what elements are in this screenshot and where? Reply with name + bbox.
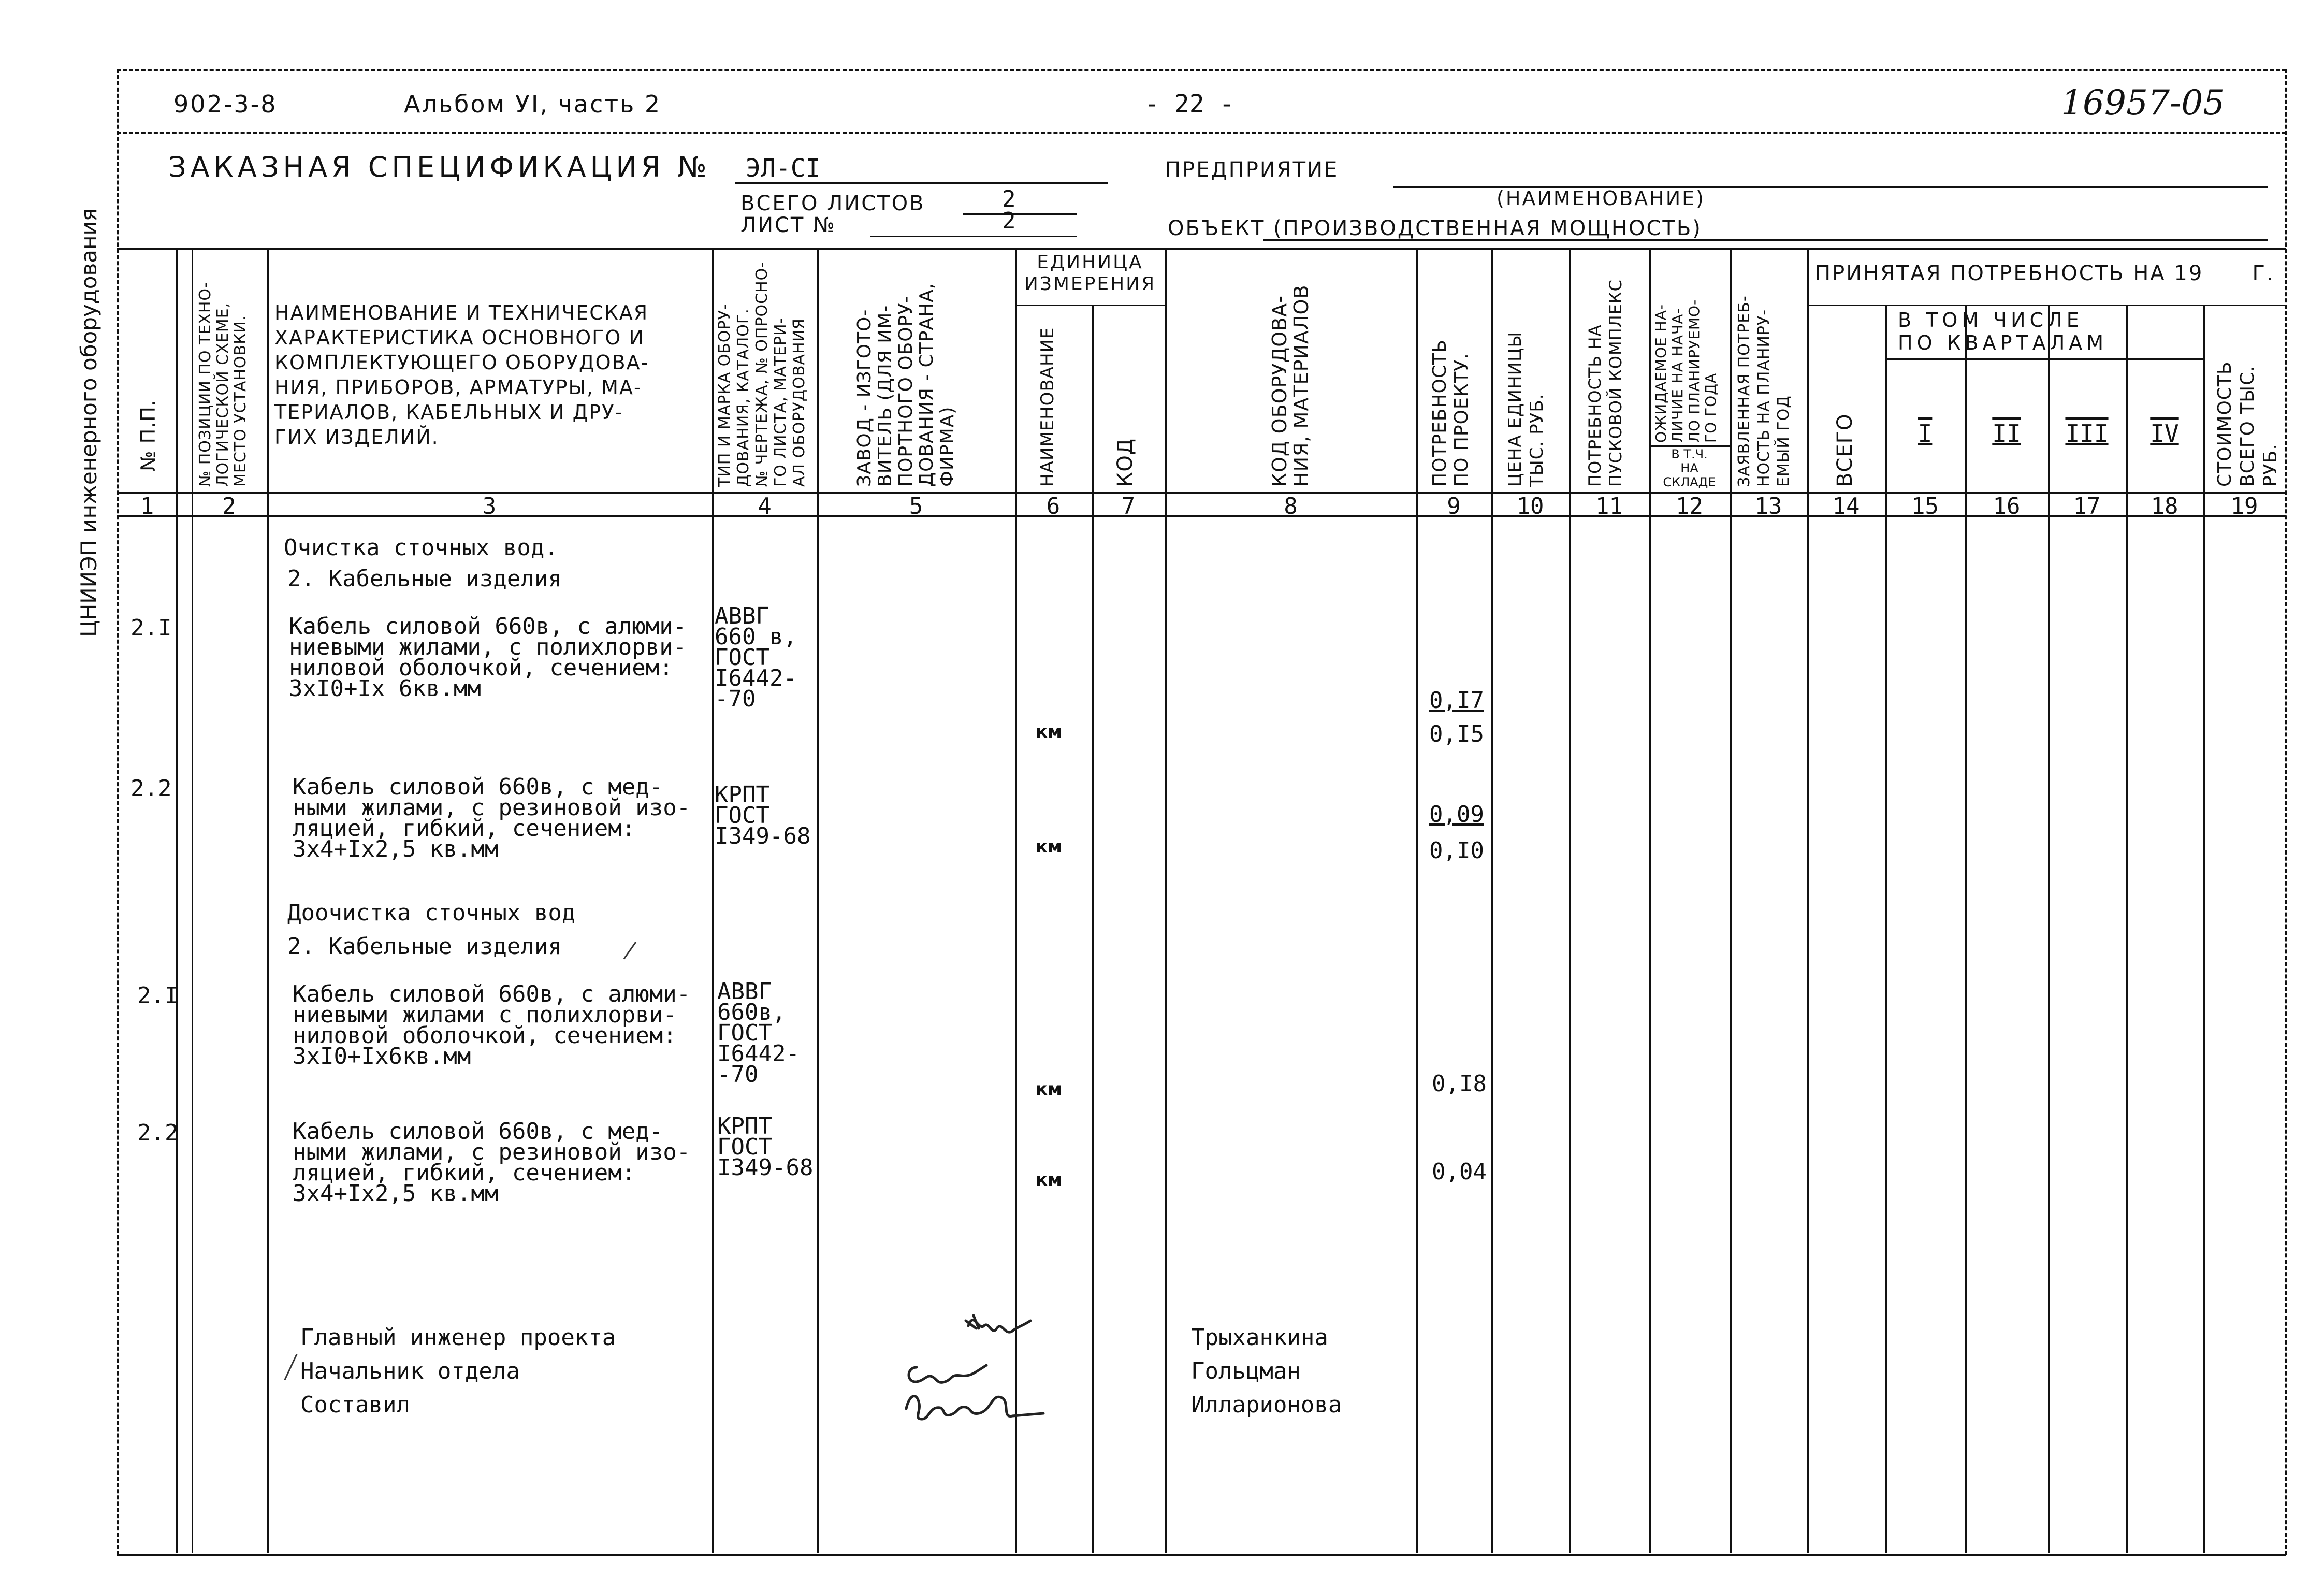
signature-title-chief-engineer: Главный инженер проекта: [300, 1324, 616, 1351]
col-number: 19: [2230, 493, 2258, 519]
col-number: 13: [1754, 493, 1782, 519]
col-header-1: № П.П.: [137, 399, 159, 471]
section-subtitle: 2. Кабельные изделия: [287, 933, 562, 960]
row-description: Кабель силовой 660в, с мед- ными жилами, с резиновой изо- ляцией, гибкий, сечением: 3х4+Iх2,5 кв.мм: [293, 1118, 691, 1207]
col-header-12a: ОЖИДАЕМОЕ НА- ЛИЧИЕ НА НАЧА- ЛО ПЛАНИРУЕМО- ГО ГОДА: [1652, 299, 1719, 443]
row-quantity: 0,I8: [1432, 1071, 1487, 1097]
row-position: 2.2: [137, 1120, 179, 1146]
row-quantity-secondary: 0,I0: [1429, 837, 1484, 864]
row-description: Кабель силовой 660в, с алюми- ниевыми жилами с полихлорви- ниловой оболочкой, сечением: 3хI0+Iх6кв.мм: [293, 981, 691, 1069]
pen-mark: [623, 942, 636, 959]
section-title: Очистка сточных вод.: [284, 534, 558, 561]
quarter-4: IV: [2150, 420, 2179, 447]
frame-top: [117, 69, 2286, 71]
total-sheets-label: ВСЕГО ЛИСТОВ: [740, 192, 925, 215]
total-sheets-line: [963, 213, 1077, 215]
col-number: 10: [1516, 493, 1544, 519]
col-number: 9: [1447, 493, 1461, 519]
quarter-1: I: [1918, 420, 1933, 447]
col-header-2: № ПОЗИЦИИ ПО ТЕХНО- ЛОГИЧЕСКОЙ СХЕМЕ, МЕСТО УСТАНОВКИ.: [196, 282, 250, 487]
signature-name-2: Гольцман: [1191, 1358, 1301, 1384]
col-header-19: СТОИМОСТЬ ВСЕГО ТЫС. РУБ.: [2214, 361, 2281, 487]
row-type: АВВГ 660в, ГОСТ I6442- -70: [717, 978, 800, 1088]
col-header-11: ПОТРЕБНОСТЬ НА ПУСКОВОЙ КОМПЛЕКС: [1585, 279, 1625, 487]
row-position: 2.I: [130, 615, 172, 641]
col-number: 4: [758, 493, 772, 519]
col-line: [1807, 248, 1809, 1553]
col-line: [176, 248, 178, 1553]
object-line: [1263, 239, 2268, 241]
row-description: Кабель силовой 660в, с мед- ными жилами, с резиновой изо- ляцией, гибкий, сечением: 3х4+Iх2,5 кв.мм: [293, 774, 691, 862]
unit-group-line: [1015, 305, 1165, 306]
quarters-line: [1885, 358, 2203, 360]
col-line: [1491, 248, 1493, 1553]
row-type: КРПТ ГОСТ I349-68: [717, 1113, 814, 1181]
sheet-label: ЛИСТ №: [740, 213, 836, 237]
row-position: 2.2: [130, 775, 172, 802]
col-header-14: ВСЕГО: [1833, 413, 1857, 487]
document-number: 16957-05: [2061, 83, 2225, 123]
quarters-caption: В ТОМ ЧИСЛЕ ПО КВАРТАЛАМ: [1898, 309, 2108, 354]
col-header-5: ЗАВОД - ИЗГОТО- ВИТЕЛЬ (ДЛЯ ИМ- ПОРТНОГО ОБОРУ- ДОВАНИЯ - СТРАНА, ФИРМА): [854, 282, 958, 487]
col-line: [1649, 248, 1651, 1553]
handwritten-signatures: [896, 1305, 1134, 1445]
row-unit: км: [1036, 1169, 1062, 1190]
col-line: [267, 248, 269, 1553]
col-line: [817, 248, 819, 1553]
signature-name-3: Илларионова: [1191, 1392, 1342, 1418]
enterprise-caption: (НАИМЕНОВАНИЕ): [1497, 187, 1705, 210]
col-number: 7: [1121, 493, 1136, 519]
accepted-line: [1807, 305, 2286, 306]
pen-mark: [284, 1354, 298, 1380]
row-unit: км: [1036, 1079, 1062, 1100]
col-number: 18: [2151, 493, 2178, 519]
spec-number: ЭЛ-СI: [746, 154, 821, 183]
row-type: КРПТ ГОСТ I349-68: [715, 782, 811, 849]
sheet-value: 2: [1002, 208, 1016, 234]
quarter-3: III: [2065, 420, 2109, 447]
header-divider: [117, 132, 2286, 134]
frame-left: [117, 69, 119, 1555]
col-number: 8: [1284, 493, 1298, 519]
enterprise-label: ПРЕДПРИЯТИЕ: [1165, 158, 1339, 182]
unit-group-header: ЕДИНИЦА ИЗМЕРЕНИЯ: [1024, 252, 1156, 295]
col-number: 6: [1046, 493, 1061, 519]
col-number: 14: [1832, 493, 1860, 519]
frame-right: [2285, 69, 2287, 1555]
col-header-8: КОД ОБОРУДОВА- НИЯ, МАТЕРИАЛОВ: [1268, 284, 1313, 487]
col-number: 1: [140, 493, 154, 519]
col-line: [1416, 248, 1418, 1553]
page-number: - 22 -: [1144, 90, 1234, 119]
form-title: ЗАКАЗНАЯ СПЕЦИФИКАЦИЯ №: [168, 151, 711, 183]
frame-bottom: [117, 1554, 2286, 1556]
col-header-6: НАИМЕНОВАНИЕ: [1037, 327, 1058, 487]
col-header-13: ЗАЯВЛЕННАЯ ПОТРЕБ- НОСТЬ НА ПЛАНИРУ- ЕМЫЙ ГОД: [1735, 295, 1793, 487]
album-label: Альбом УI, часть 2: [404, 90, 662, 118]
object-label: ОБЪЕКТ (ПРОИЗВОДСТВЕННАЯ МОЩНОСТЬ): [1168, 216, 1702, 240]
col-line: [192, 248, 193, 1553]
col-line: [1730, 248, 1732, 1553]
signature-title-compiler: Составил: [300, 1392, 410, 1418]
project-code: 902-3-8: [173, 90, 278, 118]
signature-title-department-head: Начальник отдела: [300, 1358, 520, 1384]
col-header-4: ТИП И МАРКА ОБОРУ- ДОВАНИЯ, КАТАЛОГ. № ЧЕРТЕЖА, № ОПРОСНО- ГО ЛИСТА, МАТЕРИ- АЛ ОБОРУДОВАНИЯ: [716, 261, 808, 487]
table-top-line: [117, 248, 2286, 250]
signature-name-1: Трыханкина: [1191, 1324, 1328, 1351]
quarter-2: II: [1992, 420, 2021, 447]
col-header-7: КОД: [1113, 438, 1137, 487]
col-header-3: НАИМЕНОВАНИЕ И ТЕХНИЧЕСКАЯ ХАРАКТЕРИСТИКА ОСНОВНОГО И КОМПЛЕКТУЮЩЕГО ОБОРУДОВА- НИЯ, ПРИБОРОВ, АРМАТУРЫ, МА- ТЕРИАЛОВ, КАБЕЛЬНЫХ И ДРУ- ГИХ ИЗДЕЛИЙ.: [274, 301, 649, 449]
row-position: 2.I: [137, 982, 179, 1009]
row-quantity: 0,09: [1429, 801, 1484, 828]
col-number: 5: [909, 493, 923, 519]
spec-number-line: [735, 182, 1108, 184]
section-title: Доочистка сточных вод: [287, 900, 576, 926]
row-unit: км: [1036, 836, 1062, 857]
row-quantity: 0,I7: [1429, 687, 1484, 714]
col-header-9: ПОТРЕБНОСТЬ ПО ПРОЕКТУ.: [1429, 339, 1472, 487]
row-unit: км: [1036, 721, 1062, 742]
accepted-header: ПРИНЯТАЯ ПОТРЕБНОСТЬ НА 19 Г.: [1815, 262, 2275, 285]
row-quantity: 0,04: [1432, 1159, 1487, 1185]
col-number: 2: [222, 493, 236, 519]
section-subtitle: 2. Кабельные изделия: [287, 566, 562, 592]
col-line: [712, 248, 714, 1553]
col-number: 17: [2073, 493, 2101, 519]
col-number: 11: [1595, 493, 1623, 519]
row-type: АВВГ 660 в, ГОСТ I6442- -70: [715, 603, 797, 712]
side-stamp: ЦНИИЭП инженерного оборудования: [76, 208, 101, 637]
col-number: 12: [1676, 493, 1703, 519]
row-description: Кабель силовой 660в, с алюми- ниевыми жилами, с полихлорви- ниловой оболочкой, сечением: 3хI0+Iх 6кв.мм: [289, 613, 687, 702]
col-line: [1569, 248, 1571, 1553]
col-header-12b: В Т.Ч. НА СКЛАДЕ: [1663, 447, 1716, 489]
row-quantity-secondary: 0,I5: [1429, 721, 1484, 747]
total-sheets-value: 2: [1002, 186, 1016, 212]
col-number: 3: [482, 493, 497, 519]
col-line: [1165, 248, 1167, 1553]
sheet-line: [870, 236, 1077, 237]
col-header-10: ЦЕНА ЕДИНИЦЫ ТЫС. РУБ.: [1505, 331, 1547, 487]
col-number: 16: [1993, 493, 2021, 519]
col-number: 15: [1911, 493, 1939, 519]
